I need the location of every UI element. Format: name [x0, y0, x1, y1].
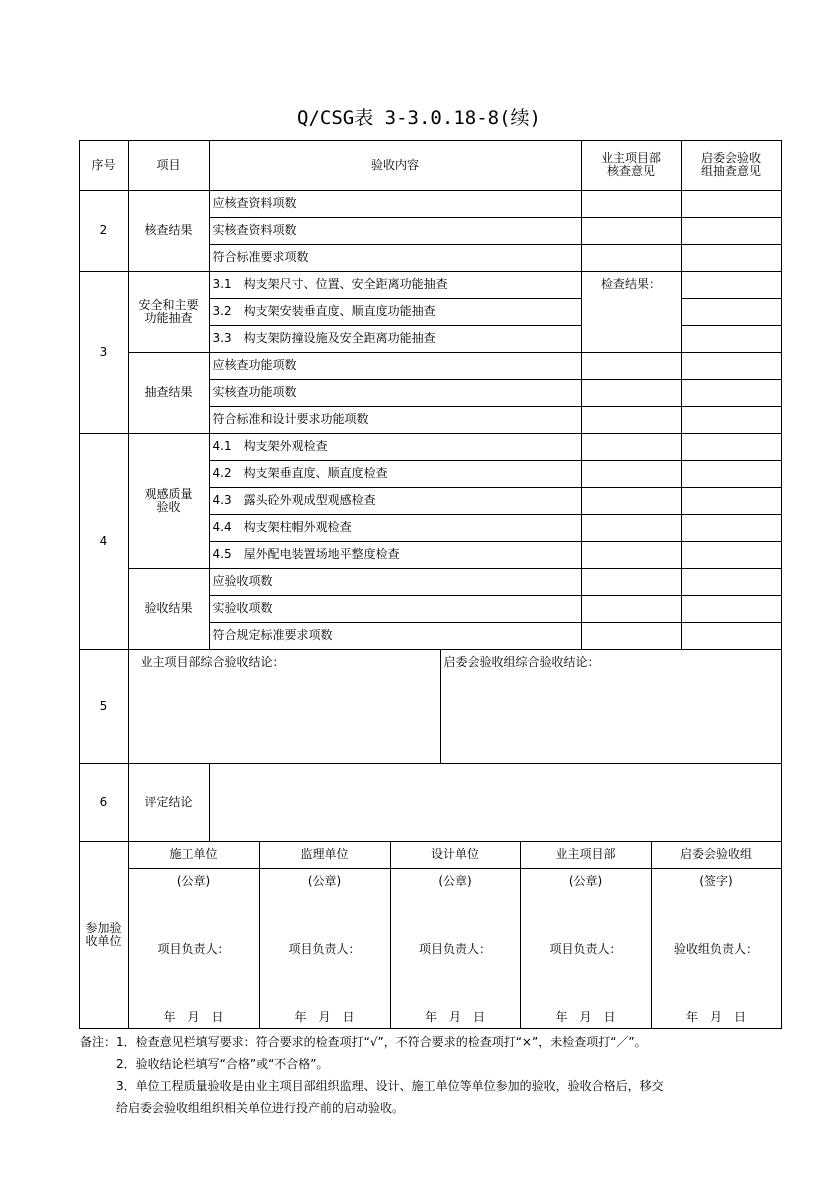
content-row	[209, 460, 582, 488]
committee-opinion-cell	[681, 595, 782, 623]
content-row-text: 应核查资料项数	[212, 196, 297, 210]
content-row-text: 符合标准和设计要求功能项数	[212, 412, 369, 426]
item-check-result-text: 核查结果	[144, 223, 193, 237]
item-acceptance-result-text: 验收结果	[144, 601, 193, 615]
seq-2	[79, 190, 129, 272]
owner-opinion-cell	[581, 406, 682, 434]
content-row-text: 符合标准要求项数	[212, 250, 309, 264]
content-row-text: 实核查资料项数	[212, 223, 297, 237]
unit-name	[259, 841, 391, 869]
committee-opinion-cell	[681, 244, 782, 272]
content-row	[209, 352, 582, 380]
content-row	[209, 190, 582, 218]
committee-conclusion-field-text: 启委会验收组综合验收结论：	[443, 654, 600, 669]
header-seq	[79, 140, 129, 191]
content-row-text: 3.3 构支架防撞设施及安全距离功能抽查	[212, 331, 436, 345]
header-content	[209, 140, 582, 191]
seq-3	[79, 271, 129, 434]
content-row-text: 实核查功能项数	[212, 385, 297, 399]
content-row-text: 3.2 构支架安装垂直度、顺直度功能抽查	[212, 304, 436, 318]
unit-person: 项目负责人：	[157, 941, 230, 956]
unit-name	[520, 841, 652, 869]
content-row	[209, 217, 582, 245]
note-4: 给启委会验收组组织相关单位进行投产前的启动验收。	[116, 1101, 405, 1115]
item-appearance-quality-text: 观感质量验收	[144, 486, 193, 514]
content-row-text: 应核查功能项数	[212, 358, 297, 372]
header-owner-text: 业主项目部核查意见	[600, 151, 661, 178]
committee-opinion-cell	[681, 487, 782, 515]
unit-name-text: 施工单位	[169, 847, 218, 861]
owner-opinion-cell	[581, 514, 682, 542]
content-row	[209, 541, 582, 569]
owner-opinion-cell	[581, 190, 682, 218]
committee-opinion-cell	[681, 541, 782, 569]
item-safety-function-text: 安全和主要功能抽查	[138, 297, 199, 325]
header-committee-text: 启委会验收组抽查意见	[700, 151, 761, 178]
owner-opinion-cell	[581, 352, 682, 380]
check-result-cell	[581, 271, 682, 353]
owner-opinion-cell	[581, 244, 682, 272]
owner-opinion-cell	[581, 379, 682, 407]
owner-opinion-cell	[581, 568, 682, 596]
committee-opinion-cell	[681, 379, 782, 407]
unit-name	[651, 841, 782, 869]
unit-date: 年 月 日	[555, 1009, 616, 1024]
unit-name-text: 监理单位	[300, 847, 349, 861]
content-row-text: 符合规定标准要求项数	[212, 628, 333, 642]
content-row-text: 实验收项数	[212, 601, 273, 615]
owner-opinion-cell	[581, 487, 682, 515]
unit-seal: (公章)	[438, 873, 472, 888]
check-result-cell-text: 检查结果：	[600, 276, 661, 291]
seq-5	[79, 649, 129, 764]
content-row-text: 3.1 构支架尺寸、位置、安全距离功能抽查	[212, 277, 448, 291]
committee-opinion-cell	[681, 298, 782, 326]
owner-conclusion-field[interactable]	[128, 649, 441, 764]
unit-person: 项目负责人：	[288, 941, 361, 956]
unit-name-text: 启委会验收组	[679, 847, 752, 861]
unit-signature-cell	[520, 868, 652, 1029]
committee-opinion-cell	[681, 460, 782, 488]
header-committee	[681, 140, 782, 191]
committee-opinion-cell	[681, 190, 782, 218]
owner-opinion-cell	[581, 622, 682, 650]
committee-opinion-cell	[681, 514, 782, 542]
header-owner	[581, 140, 682, 191]
committee-opinion-cell	[681, 568, 782, 596]
committee-opinion-cell	[681, 325, 782, 353]
committee-opinion-cell	[681, 406, 782, 434]
content-row-text: 4.3 露头砼外观成型观感检查	[212, 493, 376, 507]
content-row-text: 4.1 构支架外观检查	[212, 439, 328, 453]
unit-signature-cell	[128, 868, 260, 1029]
header-item-text: 项目	[156, 157, 181, 172]
seq-6-text: 6	[99, 794, 108, 809]
content-row	[209, 514, 582, 542]
unit-signature-cell	[259, 868, 391, 1029]
header-seq-text: 序号	[91, 157, 116, 172]
content-row	[209, 622, 582, 650]
item-appearance-quality	[128, 433, 210, 569]
seq-6	[79, 763, 129, 842]
seq-4-text: 4	[99, 533, 108, 548]
participating-units-label-text: 参加验收单位	[85, 920, 122, 948]
unit-name	[128, 841, 260, 869]
note-3: 3．单位工程质量验收是由业主项目部组织监理、设计、施工单位等单位参加的验收，验收合格后，移交	[116, 1079, 664, 1093]
header-content-text: 验收内容	[370, 157, 419, 172]
unit-person: 项目负责人：	[549, 941, 622, 956]
participating-units-label	[79, 841, 129, 1029]
unit-date: 年 月 日	[163, 1009, 224, 1024]
content-row	[209, 487, 582, 515]
content-row	[209, 271, 582, 299]
item-evaluation-conclusion	[128, 763, 210, 842]
note-2: 2．验收结论栏填写“合格”或“不合格”。	[116, 1057, 329, 1071]
unit-date: 年 月 日	[294, 1009, 355, 1024]
owner-opinion-cell	[581, 217, 682, 245]
item-acceptance-result	[128, 568, 210, 650]
unit-date: 年 月 日	[685, 1009, 746, 1024]
note-1: 备注：1．检查意见栏填写要求：符合要求的检查项打“√”，不符合要求的检查项打“×”，未检查项打“／”。	[80, 1035, 647, 1049]
seq-5-text: 5	[99, 698, 108, 713]
content-row	[209, 244, 582, 272]
item-sampling-result-text: 抽查结果	[144, 385, 193, 399]
unit-name-text: 业主项目部	[555, 847, 616, 861]
unit-seal: (公章)	[307, 873, 342, 888]
form-title: Q/CSG表 3-3.0.18-8(续)	[297, 107, 541, 129]
unit-name	[390, 841, 521, 869]
item-evaluation-conclusion-text: 评定结论	[144, 794, 193, 809]
committee-opinion-cell	[681, 271, 782, 299]
unit-person: 验收组负责人：	[673, 941, 758, 956]
owner-opinion-cell	[581, 460, 682, 488]
committee-conclusion-field[interactable]	[440, 649, 782, 764]
content-row-text: 4.2 构支架垂直度、顺直度检查	[212, 466, 388, 480]
unit-seal: (公章)	[568, 873, 603, 888]
owner-conclusion-field-text: 业主项目部综合验收结论：	[140, 654, 285, 669]
content-row	[209, 595, 582, 623]
unit-date: 年 月 日	[424, 1009, 485, 1024]
item-check-result	[128, 190, 210, 272]
content-row	[209, 379, 582, 407]
content-row-text: 应验收项数	[212, 574, 273, 588]
seq-3-text: 3	[99, 344, 108, 359]
item-safety-function	[128, 271, 210, 353]
content-row	[209, 325, 582, 353]
unit-seal: (签字)	[699, 873, 733, 888]
committee-opinion-cell	[681, 217, 782, 245]
unit-signature-cell	[651, 868, 782, 1029]
unit-seal: (公章)	[176, 873, 211, 888]
committee-opinion-cell	[681, 352, 782, 380]
content-row	[209, 433, 582, 461]
owner-opinion-cell	[581, 595, 682, 623]
owner-opinion-cell	[581, 433, 682, 461]
committee-opinion-cell	[681, 622, 782, 650]
seq-4	[79, 433, 129, 650]
unit-person: 项目负责人：	[418, 941, 491, 956]
owner-opinion-cell	[581, 541, 682, 569]
content-row	[209, 406, 582, 434]
content-row	[209, 298, 582, 326]
content-row-text: 4.5 屋外配电装置场地平整度检查	[212, 547, 400, 561]
committee-opinion-cell	[681, 433, 782, 461]
evaluation-conclusion-field[interactable]	[209, 763, 782, 842]
unit-signature-cell	[390, 868, 521, 1029]
item-sampling-result	[128, 352, 210, 434]
unit-name-text: 设计单位	[430, 847, 479, 861]
seq-2-text: 2	[99, 223, 108, 237]
header-item	[128, 140, 210, 191]
content-row	[209, 568, 582, 596]
content-row-text: 4.4 构支架柱帽外观检查	[212, 520, 352, 534]
